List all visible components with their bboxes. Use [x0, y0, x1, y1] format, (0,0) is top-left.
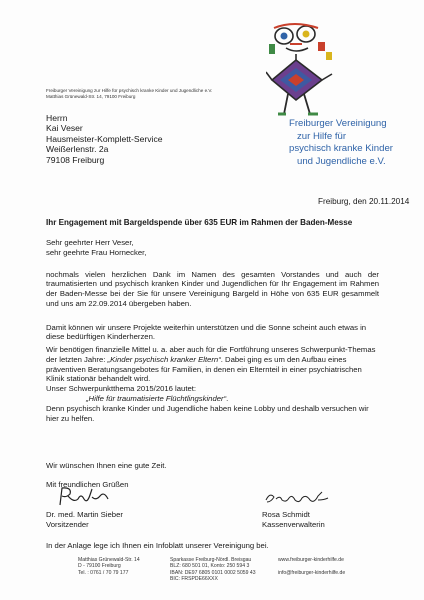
child-drawing-logo-icon — [266, 22, 342, 118]
org-line-2: zur Hilfe für — [297, 130, 347, 142]
paragraph-projects: Damit können wir unsere Projekte weiterhin unterstützen und die Sonne scheint auch etwas in diese bedürftigen Kinderherzen. — [46, 322, 367, 342]
paragraph-focus — [46, 345, 379, 423]
footer-bank-line: IBAN: DE97 6805 0101 0002 5059 43 — [170, 569, 256, 576]
footer-bank-line: Sparkasse Freiburg-Nördl. Breisgau — [170, 557, 252, 563]
org-line-1: Freiburger Vereinigung — [289, 118, 387, 129]
signer-left — [46, 510, 123, 530]
letter-date: Freiburg, den 20.11.2014 — [318, 197, 410, 206]
focus-topic-line — [46, 394, 379, 404]
footer-address-line: D - 79100 Freiburg — [78, 563, 121, 570]
focus-part-3: . — [226, 393, 229, 403]
footer-contact — [278, 557, 345, 576]
signer-right — [262, 510, 325, 530]
signature-left-icon — [54, 485, 114, 507]
salutation — [46, 238, 379, 258]
sender-return-address — [46, 88, 212, 99]
recipient-line-1: Herrn — [46, 113, 68, 123]
footer-email[interactable]: info@freiburger-kinderhilfe.de — [278, 569, 346, 576]
footer-bank-line: BIC: FRSPDE66XXX — [170, 576, 218, 583]
closing-greeting: Mit freundlichen Grüßen — [46, 479, 129, 489]
org-line-4: und Jugendliche e.V. — [297, 155, 386, 167]
footer-address — [78, 557, 140, 576]
footer-bank — [170, 557, 256, 583]
signature-right-icon — [262, 490, 332, 506]
org-line-3: psychisch kranke Kinder — [289, 143, 393, 155]
recipient-line-2: Kai Veser — [46, 123, 83, 134]
signer-right-role: Kassenverwalterin — [262, 519, 325, 529]
recipient-line-5: 79108 Freiburg — [46, 154, 105, 165]
focus-italic-2: „Hilfe für traumatisierte Flüchtlingskinder“ — [86, 393, 227, 403]
focus-line-end: Denn psychisch kranke Kinder und Jugendliche haben keine Lobby und deshalb versuchen wir hier zu helfen. — [46, 403, 369, 423]
good-wishes: Wir wünschen Ihnen eine gute Zeit. — [46, 460, 167, 470]
focus-part-1: Wir benötigen finanzielle Mittel u. a. aber auch für die Fortführung unseres Schwerpunkt-Themas der letzten Jahre: — [46, 345, 376, 364]
footer-address-line: Matthias Grünewald-Str. 14 — [78, 557, 140, 563]
salutation-line-1: Sehr geehrter Herr Veser, — [46, 238, 134, 247]
recipient-address — [46, 113, 163, 165]
footer-bank-line: BLZ: 680 501 01, Konto: 250 594 3 — [170, 563, 250, 570]
footer-website[interactable]: www.freiburger-kinderhilfe.de — [278, 557, 344, 563]
recipient-line-3: Hausmeister-Komplett-Service — [46, 133, 163, 144]
letter-subject: Ihr Engagement mit Bargeldspende über 635 EUR im Rahmen der Baden-Messe — [46, 218, 353, 227]
organization-name — [289, 118, 393, 168]
footer-address-line: Tel. : 0761 / 70 79 177 — [78, 569, 129, 576]
salutation-line-2: sehr geehrte Frau Hornecker, — [46, 247, 147, 257]
focus-part-2: . Dabei ging es um den Aufbau eines präventiven Beratungsangebotes für Familien, in denen ein Elternteil in einer psychiatrischen Klinik stationär behandelt wird. — [46, 354, 362, 384]
signer-right-name: Rosa Schmidt — [262, 510, 310, 519]
signer-left-role: Vorsitzender — [46, 519, 89, 529]
recipient-line-4: Weißerlenstr. 2a — [46, 144, 109, 155]
focus-italic-1: „Kinder psychisch kranker Eltern“ — [107, 354, 221, 364]
annex-note: In der Anlage lege ich Ihnen ein Infoblatt unserer Vereinigung bei. — [46, 541, 269, 550]
paragraph-thanks: nochmals vielen herzlichen Dank im Namen des gesamten Vorstandes und auch der traumatisierten und psychisch kranken Kinder und Jugendlichen für Ihr Engagement im Rahmen der Baden-Messe bei der Sie für unsere Vereinigung Bargeld in Höhe von 635 EUR gesammelt und uns am 22.09.2014 übergeben haben. — [46, 269, 379, 309]
focus-text-1 — [46, 345, 379, 384]
signer-left-name: Dr. med. Martin Sieber — [46, 510, 123, 519]
sender-line-1: Freiburger Vereinigung zur Hilfe für psychisch kranke Kinder und Jugendliche e.V. — [46, 88, 213, 93]
sender-line-2: Matthias Grünewald-Str. 14, 79100 Freiburg — [46, 93, 136, 99]
focus-line-topic: Unser Schwerpunktthema 2015/2016 lautet: — [46, 384, 197, 394]
